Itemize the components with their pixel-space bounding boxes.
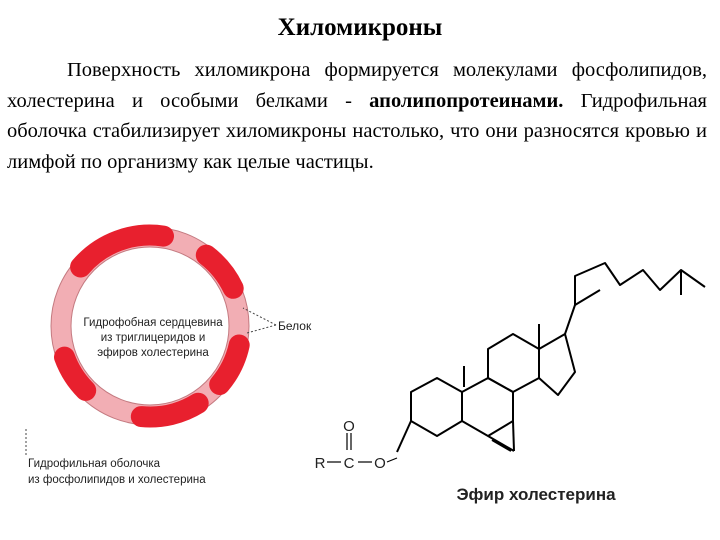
para-text-1: Поверхность хиломикрона формируется молекулами фосфолипидов, холестерина и особыми белками -: [7, 59, 707, 112]
protein-patch: [220, 345, 240, 385]
ester-oxygen-top: O: [343, 418, 355, 435]
page-title: Хиломикроны: [277, 14, 443, 41]
structure-caption: Эфир холестерина: [456, 485, 616, 504]
core-label-line3: эфиров холестерина: [97, 347, 209, 359]
protein-label: Белок: [278, 319, 312, 333]
double-bond: [492, 440, 511, 451]
ester-group: [327, 433, 397, 462]
core-label-line1: Гидрофобная сердцевина: [83, 317, 223, 329]
ring-c: [488, 334, 539, 392]
protein-patch: [65, 357, 86, 390]
ester-carbon: C: [343, 455, 355, 472]
ester-r-group: R: [314, 455, 326, 472]
shell-label-line1: Гидрофильная оболочка: [28, 458, 161, 470]
side-chain-methyl: [575, 290, 600, 305]
core-label-line2: из триглицеридов и: [100, 332, 206, 344]
chylomicron-diagram: [26, 227, 312, 486]
shell-label-line2: из фосфолипидов и холестерина: [28, 474, 206, 486]
c5-bond: [488, 436, 514, 451]
c6-bond: [513, 421, 514, 451]
para-text-2: Гидрофильная оболочка стабилизирует хиломикроны настолько, что они разносятся кровью и лимфой по организму как целые частицы.: [7, 89, 707, 173]
cholesterol-ester-structure: [397, 263, 705, 452]
ester-oxygen: O: [374, 455, 386, 472]
para-bold-term: аполипопротеинами.: [369, 89, 564, 112]
c3-oxygen-bond: [397, 421, 411, 452]
protein-patch: [206, 255, 233, 288]
ring-a: [411, 378, 462, 436]
ring-d: [539, 334, 575, 395]
